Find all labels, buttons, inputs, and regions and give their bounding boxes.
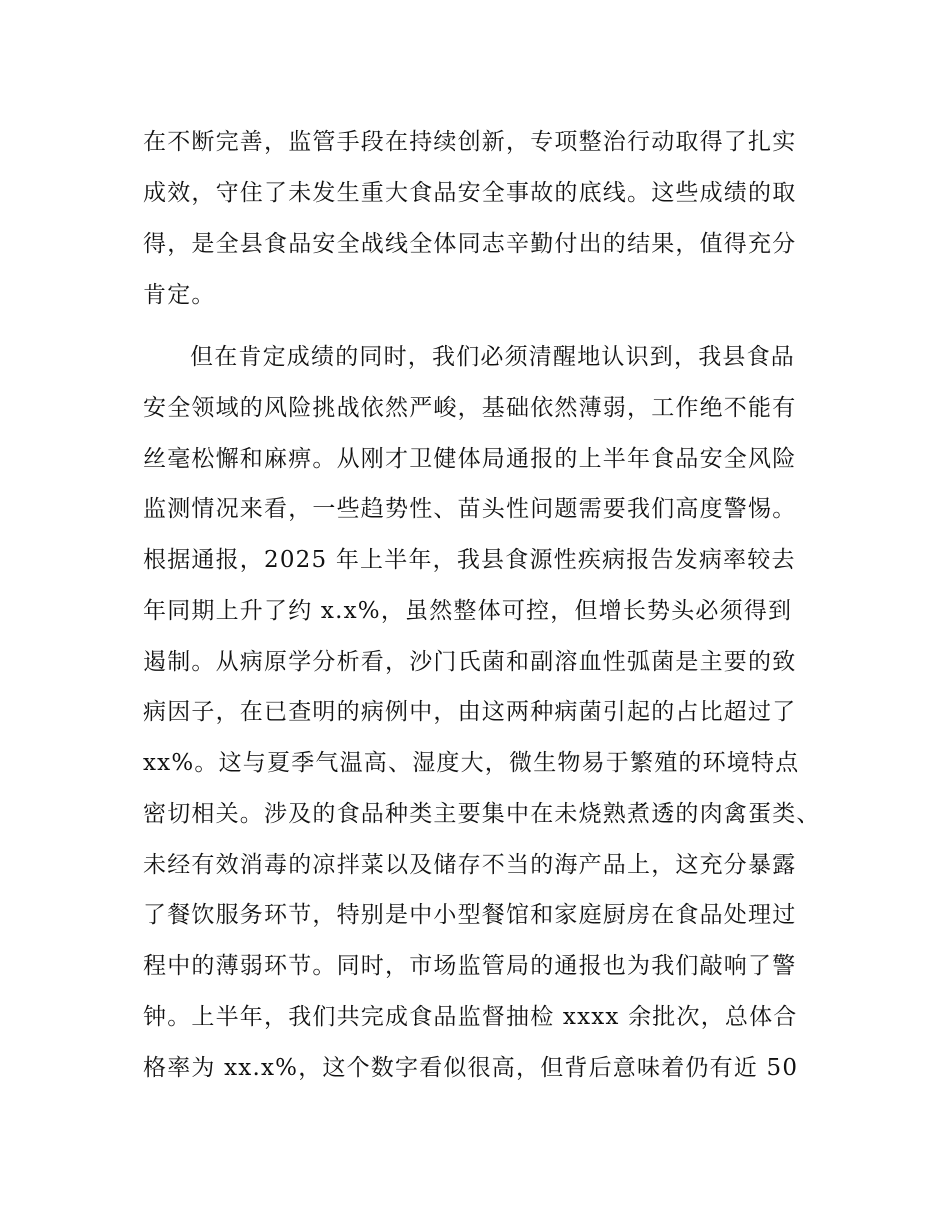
text-line: 成效，守住了未发生重大食品安全事故的底线。这些成绩的取 (143, 180, 797, 206)
text-line: 年同期上升了约 x.x%，虽然整体可控，但增长势头必须得到 (143, 598, 793, 624)
text-line: xx%。这与夏季气温高、湿度大，微生物易于繁殖的环境特点 (143, 750, 800, 776)
text-line: 未经有效消毒的凉拌菜以及储存不当的海产品上，这充分暴露 (143, 852, 797, 878)
text-line: 安全领域的风险挑战依然严峻，基础依然薄弱，工作绝不能有 (143, 395, 797, 421)
text-line: 肯定。 (143, 282, 216, 308)
text-line: 丝毫松懈和麻痹。从刚才卫健体局通报的上半年食品安全风险 (143, 446, 797, 472)
text-line: 遏制。从病原学分析看，沙门氏菌和副溶血性弧菌是主要的致 (143, 649, 797, 675)
text-line: 在不断完善，监管手段在持续创新，专项整治行动取得了扎实 (143, 129, 797, 155)
text-line: 得，是全县食品安全战线全体同志辛勤付出的结果，值得充分 (143, 231, 797, 257)
paragraph-first-line: 但在肯定成绩的同时，我们必须清醒地认识到，我县食品 (190, 344, 795, 370)
text-line: 根据通报，2025 年上半年，我县食源性疾病报告发病率较去 (143, 547, 796, 573)
text-line: 病因子，在已查明的病例中，由这两种病菌引起的占比超过了 (143, 699, 797, 725)
text-line: 程中的薄弱环节。同时，市场监管局的通报也为我们敲响了警 (143, 953, 797, 979)
text-line: 格率为 xx.x%，这个数字看似很高，但背后意味着仍有近 50 (143, 1055, 799, 1081)
text-line: 了餐饮服务环节，特别是中小型餐馆和家庭厨房在食品处理过 (143, 902, 797, 928)
text-line: 密切相关。涉及的食品种类主要集中在未烧熟煮透的肉禽蛋类、 (143, 801, 821, 827)
text-line: 钟。上半年，我们共完成食品监督抽检 xxxx 余批次，总体合 (143, 1004, 798, 1030)
text-line: 监测情况来看，一些趋势性、苗头性问题需要我们高度警惕。 (143, 496, 797, 522)
